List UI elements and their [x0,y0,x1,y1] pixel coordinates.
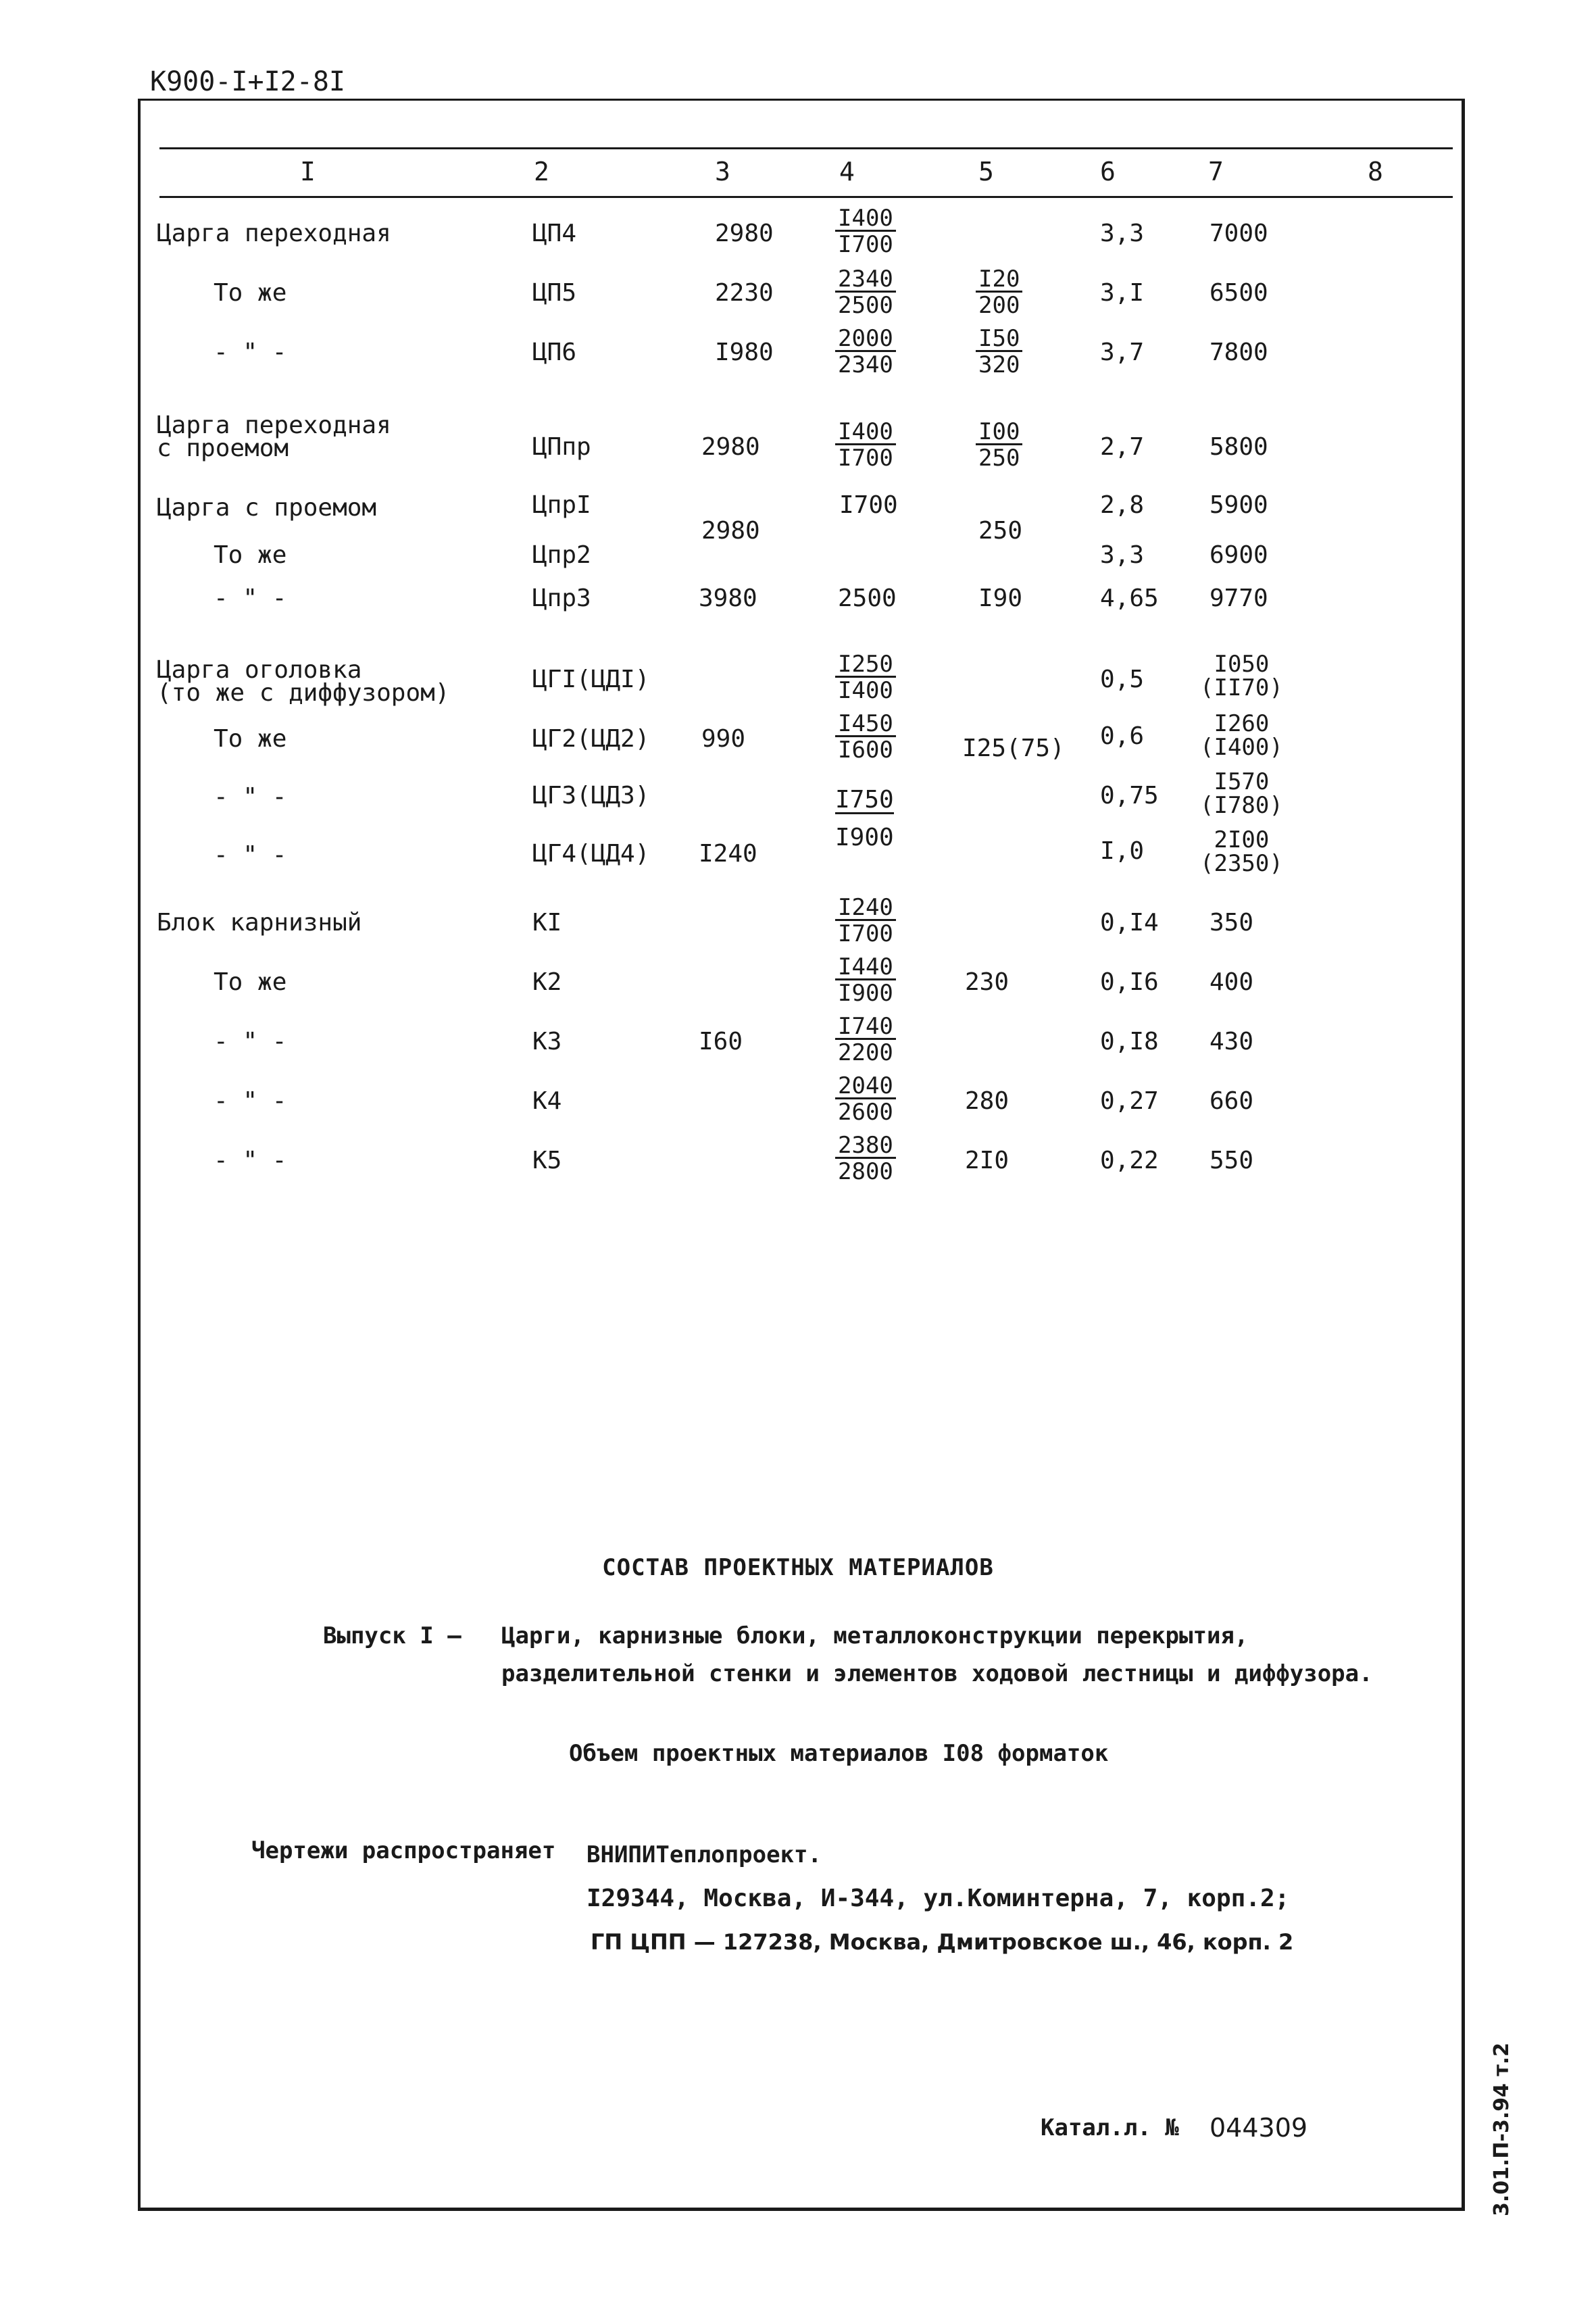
column-header-2: 2 [534,157,549,186]
row-c5: 280 [965,1087,1009,1115]
row-c7-stack [1200,828,1283,875]
row-name: - " - [214,1028,287,1055]
column-header-8: 8 [1368,157,1383,186]
c5-numerator: I50 [976,327,1022,352]
row-c3: 990 [701,725,746,753]
composition-title: СОСТАВ ПРОЕКТНЫХ МАТЕРИАЛОВ [602,1554,994,1581]
row-c6: 4,65 [1100,584,1159,612]
distrib-label: Чертежи распространяет [251,1837,556,1864]
column-header-3: 3 [715,157,730,186]
row-c7: 6500 [1210,279,1268,307]
row-c7-stack [1200,653,1283,699]
distrib-gp: ГП ЦПП — 127238, Москва, Дмитровское ш., 46, корп. 2 [591,1929,1294,1955]
row-c6: 0,5 [1100,666,1145,693]
row-name-line2: с проемом [157,434,289,462]
row-c3: 2980 [701,433,760,461]
row-mark: ЦпрI [532,491,591,519]
row-mark: ЦП5 [532,279,577,307]
row-name: Блок карнизный [157,909,362,937]
row-c4-fraction [835,327,896,376]
row-c6: 3,3 [1100,541,1145,569]
column-header-4: 4 [839,157,855,186]
row-name: То же [214,968,287,996]
row-name: - " - [214,339,287,366]
column-header-7: 7 [1208,157,1224,186]
row-name: - " - [214,1147,287,1174]
row-c6: 0,22 [1100,1147,1159,1174]
row-c7: 6900 [1210,541,1268,569]
row-mark: Цпр3 [532,584,591,612]
c4-denominator: I700 [838,920,893,947]
catalog-label: Катал.л. № [1041,2114,1179,2141]
side-stamp: 3.01.П-3.94 т.2 [1490,2042,1514,2216]
row-c4-fraction [835,1015,896,1064]
doc-code: К900-I+I2-8I [150,66,345,97]
c7-bottom: (II70) [1200,674,1283,701]
catalog-number: 044309 [1210,2113,1308,2143]
table-header-rule [159,196,1453,198]
row-name: - " - [214,1087,287,1115]
row-mark: К5 [532,1147,562,1174]
issue-label: Выпуск I – [323,1622,462,1649]
row-c4-fraction [835,653,896,702]
row-c3: I60 [699,1028,743,1055]
row-mark: ЦГ4(ЦД4) [532,840,650,868]
row-c3: 3980 [699,584,757,612]
row-c6: 0,75 [1100,782,1159,810]
c4-denominator: 2200 [838,1039,893,1066]
row-c4: I700 [839,491,898,519]
row-c4-fraction [835,1074,896,1124]
row-c7: 7800 [1210,339,1268,366]
c7-top: 2I00 [1214,826,1270,853]
row-name-line1: Царга оголовка [157,656,362,684]
row-c7: 660 [1210,1087,1254,1115]
row-c7-stack [1200,770,1283,817]
c4-denominator: 2600 [838,1099,893,1126]
row-mark: ЦП6 [532,339,577,366]
row-c6: 3,I [1100,279,1145,307]
c4-numerator: I240 [835,896,896,921]
row-name: Царга с проемом [157,494,377,522]
row-c3: I240 [699,840,757,868]
c4-denominator: 2500 [838,292,893,319]
row-c6: 0,27 [1100,1087,1159,1115]
distrib-org: ВНИПИТеплопроект. [587,1841,822,1868]
c4-denominator: I900 [838,980,893,1007]
row-c6: 0,6 [1100,722,1145,750]
c4-denominator: I600 [838,737,893,764]
row-mark: К4 [532,1087,562,1115]
row-c4-fraction [835,712,896,762]
row-c7: 400 [1210,968,1254,996]
row-c7-stack [1200,712,1283,759]
row-c4-fraction [835,207,896,256]
row-name-line2: (то же с диффузором) [157,679,450,707]
c4-numerator: I400 [835,420,896,445]
row-c5: I90 [978,584,1023,612]
row-c3: I980 [715,339,774,366]
row-c7: 9770 [1210,584,1268,612]
row-c4-fraction [835,1134,896,1183]
c4-numerator: I740 [835,1015,896,1040]
c7-top: I570 [1214,768,1270,795]
c4-numerator: 2380 [835,1134,896,1159]
row-c4-fraction [835,268,896,317]
row-c5: 230 [965,968,1009,996]
shared-c3: 2980 [701,517,760,545]
c5-denominator: 250 [978,445,1020,472]
row-mark: К2 [532,968,562,996]
row-c5: I25(75) [962,735,1065,762]
row-c7: 5800 [1210,433,1268,461]
c4-denominator: I400 [838,677,893,704]
c4-numerator: I450 [835,712,896,737]
row-mark: ЦГ2(ЦД2) [532,725,650,753]
row-c6: I,0 [1100,837,1145,865]
row-c6: 2,7 [1100,433,1145,461]
row-name: То же [214,279,287,307]
row-c4-fraction [835,420,896,470]
row-c4: I750 [835,786,894,814]
row-c6: 3,7 [1100,339,1145,366]
row-name: - " - [214,841,287,869]
row-c4-fraction [835,896,896,945]
c4-numerator: 2340 [835,268,896,293]
c7-bottom: (I400) [1200,733,1283,761]
column-header-5: 5 [978,157,994,186]
row-c5-fraction [976,327,1022,376]
row-c7: 550 [1210,1147,1254,1174]
distrib-address: I29344, Москва, И-344, ул.Коминтерна, 7, корп.2; [587,1885,1290,1912]
c4-denominator: I700 [838,445,893,472]
row-c5-fraction [976,268,1022,317]
row-c6: 2,8 [1100,491,1145,519]
row-c4-fraction [835,955,896,1005]
issue-line-2: разделительной стенки и элементов ходовой лестницы и диффузора. [501,1660,1373,1687]
row-c7: 350 [1210,909,1254,937]
c7-top: I050 [1214,651,1270,678]
row-c4: I900 [835,824,894,851]
row-c6: 0,I6 [1100,968,1159,996]
row-c7: 5900 [1210,491,1268,519]
row-mark: ЦГI(ЦДI) [532,666,650,693]
c4-denominator: I700 [838,231,893,258]
row-c7: 7000 [1210,220,1268,247]
c4-denominator: 2340 [838,351,893,378]
row-mark: ЦПпр [532,433,591,461]
c4-numerator: I440 [835,955,896,980]
row-name: - " - [214,584,287,612]
row-c3: 2230 [715,279,774,307]
c4-denominator: 2800 [838,1158,893,1185]
row-mark: ЦГ3(ЦД3) [532,782,650,810]
row-mark: КI [532,909,562,937]
c5-denominator: 320 [978,351,1020,378]
c5-numerator: I20 [976,268,1022,293]
c4-numerator: 2000 [835,327,896,352]
c4-numerator: I250 [835,653,896,678]
row-c7: 430 [1210,1028,1254,1055]
c7-top: I260 [1214,710,1270,737]
row-c5: 2I0 [965,1147,1009,1174]
row-name: То же [214,725,287,753]
row-c5-fraction [976,420,1022,470]
c7-bottom: (I780) [1200,791,1283,819]
issue-line-1: Царги, карнизные блоки, металлоконструкции перекрытия, [501,1622,1249,1649]
c4-numerator: I400 [835,207,896,232]
row-mark: ЦП4 [532,220,577,247]
row-mark: Цпр2 [532,541,591,569]
c7-bottom: (2350) [1200,849,1283,877]
volume-text: Объем проектных материалов I08 форматок [569,1740,1109,1767]
table-top-rule [159,147,1453,149]
row-name: - " - [214,783,287,811]
row-name: Царга переходная [157,220,391,247]
column-header-6: 6 [1100,157,1116,186]
row-c6: 0,I4 [1100,909,1159,937]
row-c4: 2500 [838,584,897,612]
column-header-1: I [300,157,316,186]
row-c3: 2980 [715,220,774,247]
row-mark: К3 [532,1028,562,1055]
row-name: То же [214,541,287,569]
row-c6: 3,3 [1100,220,1145,247]
c5-numerator: I00 [976,420,1022,445]
row-name-line1: Царга переходная [157,412,391,439]
row-c6: 0,I8 [1100,1028,1159,1055]
shared-c5: 250 [978,517,1023,545]
c5-denominator: 200 [978,292,1020,319]
c4-numerator: 2040 [835,1074,896,1099]
